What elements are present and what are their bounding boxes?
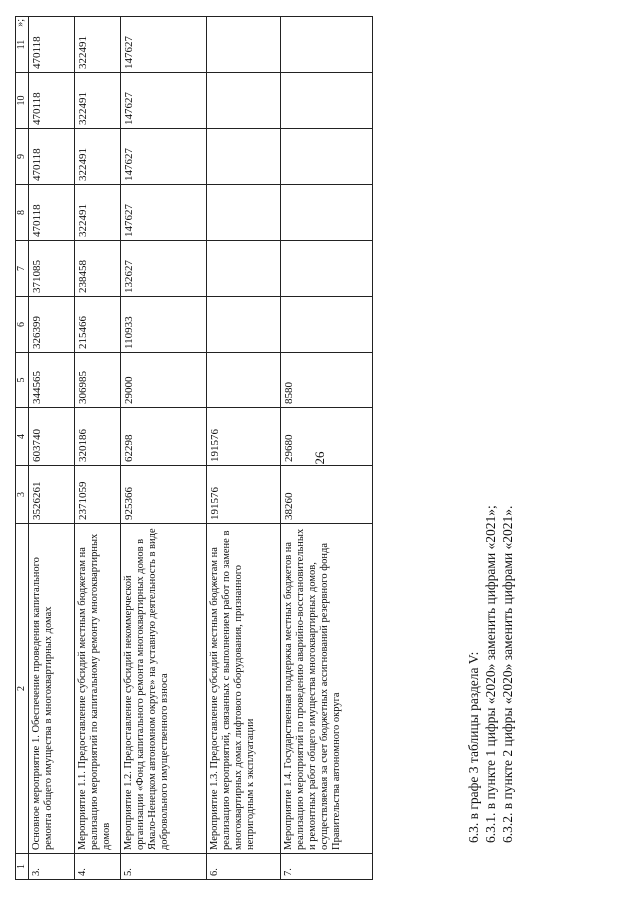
note-line: 6.3. в графе 3 таблицы раздела V: [466, 651, 481, 843]
value-cell: 132627 [121, 241, 207, 297]
row-name: Основное мероприятие 1. Обеспечение проведения капитального ремонта общего имущества в многоквартирных домах [29, 524, 75, 854]
header-cell: 3 [16, 466, 29, 524]
value-cell: 371085 [29, 241, 75, 297]
value-cell [207, 17, 281, 73]
value-cell: 470118 [29, 129, 75, 185]
header-cell: 2 [16, 524, 29, 854]
value-cell: 238458 [75, 241, 121, 297]
value-cell: 2371059 [75, 466, 121, 524]
value-cell: 925366 [121, 466, 207, 524]
value-cell: 470118 [29, 17, 75, 73]
value-cell: 306985 [75, 353, 121, 408]
value-cell: 147627 [121, 17, 207, 73]
value-cell: 322491 [75, 129, 121, 185]
value-cell: 110933 [121, 297, 207, 353]
value-cell [207, 353, 281, 408]
amendment-notes [465, 505, 516, 843]
value-cell: 470118 [29, 73, 75, 129]
row-number: 7. [281, 854, 373, 880]
value-cell: 8580 [281, 353, 373, 408]
row-number: 6. [207, 854, 281, 880]
budget-table [15, 16, 373, 880]
row-name: Мероприятие 1.4. Государственная поддержка местных бюджетов на реализацию мероприятий по проведению аварийно-восстановительных и ремонтных работ общего имущества многоквартирных домов, осуществляемая за счет бюджетных ассигнований резервного фонда Правительства автономного округа [281, 524, 373, 854]
row-name: Мероприятие 1.1. Предоставление субсидий местным бюджетам на реализацию мероприятий по капитальному ремонту многоквартирных домов [75, 524, 121, 854]
value-cell: 147627 [121, 129, 207, 185]
header-cell: 6 [16, 297, 29, 353]
end-quote-mark: »; [15, 19, 26, 27]
value-cell [281, 185, 373, 241]
table-row [207, 17, 281, 880]
value-cell: 322491 [75, 17, 121, 73]
note-line: 6.3.1. в пункте 1 цифры «2020» заменить цифрами «2021»; [483, 505, 498, 843]
value-cell [207, 129, 281, 185]
row-number: 4. [75, 854, 121, 880]
header-row [16, 17, 29, 880]
header-cell: 8 [16, 185, 29, 241]
value-cell [281, 73, 373, 129]
value-cell: 326399 [29, 297, 75, 353]
value-cell [207, 297, 281, 353]
row-number: 5. [121, 854, 207, 880]
note-line: 6.3.2. в пункте 2 цифры «2020» заменить цифрами «2021». [500, 505, 515, 843]
value-cell: 3526261 [29, 466, 75, 524]
header-cell: 4 [16, 408, 29, 466]
page-number: 26 [312, 451, 327, 465]
value-cell: 62298 [121, 408, 207, 466]
rotated-content [15, 15, 575, 885]
value-cell: 470118 [29, 185, 75, 241]
row-name: Мероприятие 1.2. Предоставление субсидий некоммерческой организации «Фонд капитального ремонта многоквартирных домов в Ямало-Ненецком автономном округе» на уставную деятельность в виде добровольного имущественного взноса [121, 524, 207, 854]
value-cell [281, 297, 373, 353]
header-cell: 7 [16, 241, 29, 297]
value-cell: 29000 [121, 353, 207, 408]
value-cell [207, 73, 281, 129]
value-cell: 191576 [207, 466, 281, 524]
value-cell [207, 185, 281, 241]
header-cell: 11 [16, 17, 29, 73]
value-cell [207, 241, 281, 297]
value-cell: 322491 [75, 185, 121, 241]
value-cell [281, 129, 373, 185]
header-cell: 1 [16, 854, 29, 880]
header-cell: 9 [16, 129, 29, 185]
table-row [121, 17, 207, 880]
value-cell: 191576 [207, 408, 281, 466]
value-cell [281, 17, 373, 73]
header-cell: 5 [16, 353, 29, 408]
table-row [29, 17, 75, 880]
value-cell: 322491 [75, 73, 121, 129]
header-cell: 10 [16, 73, 29, 129]
value-cell: 215466 [75, 297, 121, 353]
row-name: Мероприятие 1.3. Предоставление субсидий местным бюджетам на реализацию мероприятий, связанных с выполнением работ по замене в многоквартирных домах лифтового оборудования, признанного непригодным к эксплуатации [207, 524, 281, 854]
row-number: 3. [29, 854, 75, 880]
table-row [75, 17, 121, 880]
value-cell: 603740 [29, 408, 75, 466]
value-cell [281, 241, 373, 297]
value-cell: 147627 [121, 73, 207, 129]
value-cell: 29680 [281, 408, 373, 466]
table-row [281, 17, 373, 880]
value-cell: 344565 [29, 353, 75, 408]
value-cell: 38260 [281, 466, 373, 524]
value-cell: 320186 [75, 408, 121, 466]
value-cell: 147627 [121, 185, 207, 241]
